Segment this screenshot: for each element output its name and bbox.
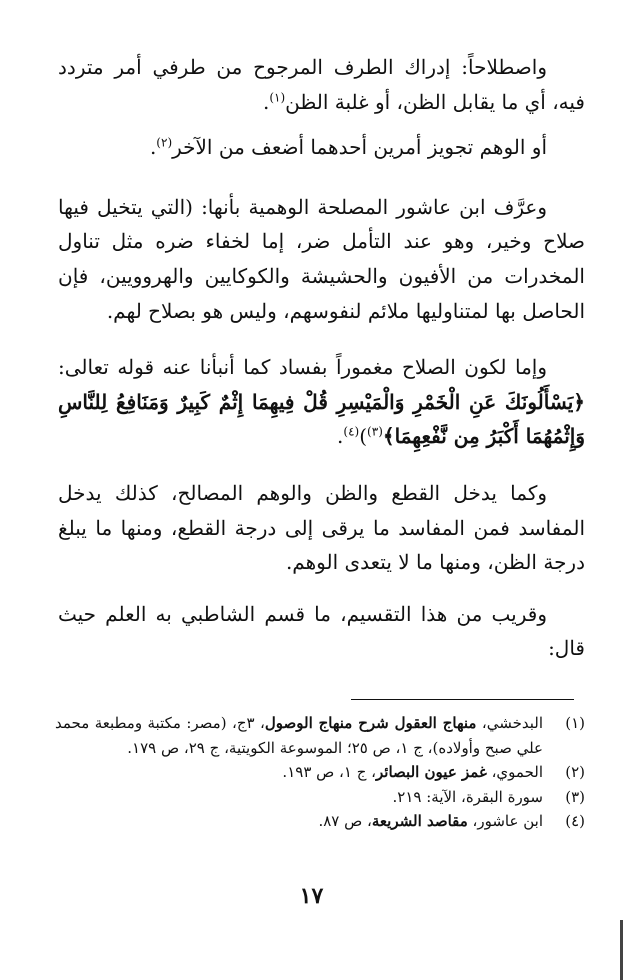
footnote-text: ابن عاشور، مقاصد الشريعة، ص ٨٧. [318,812,543,830]
footnote-3 [55,785,585,810]
footnotes [55,711,585,834]
paragraph-text: وإما لكون الصلاح مغموراً بفساد كما أنبأنا عنه قوله تعالى: [58,355,548,380]
footnote-number: (٣) [565,787,585,806]
quran-verse: ﴿يَسْأَلُونَكَ عَنِ الْخَمْرِ وَالْمَيْسِرِ قُلْ فِيهِمَا إِثْمٌ كَبِيرٌ وَمَنَافِعُ لِلنَّاسِ وَإِثْمُهُمَا أَكْبَرُ مِن نَّفْعِهِمَا﴾ [58,389,585,449]
footnote-number: (١) [565,714,585,732]
book-title: مقاصد الشريعة [371,812,468,830]
book-title: غمز عيون البصائر [376,763,487,781]
footnote-text: سورة البقرة، الآية: ٢١٩. [392,787,543,806]
paragraph-ibn-ashur: وعرَّف ابن عاشور المصلحة الوهمية بأنها: (التي يتخيل فيها صلاح وخير، وهو عند التأمل ضر، إما لخفاء ضره مثل تناول المخدرات من الأفيون والحشيشة والكوكايين والهروويين، فإن الحاصل بها لمتناوليها ملائم لنفوسهم، وليس هو بصلاح لهم. [58,194,585,323]
paragraph-text: واصطلاحاً: إدراك الطرف المرجوح من طرفي أمر متردد فيه، أي ما يقابل الظن، أو غلبة الظن [58,55,585,114]
footnote-text: الحموي، غمز عيون البصائر، ج ١، ص ١٩٣. [282,763,543,781]
footnote-2 [55,760,585,785]
footnote-ref: (٢) [156,135,173,150]
paragraph-shatibi: وقريب من هذا التقسيم، ما قسم الشاطبي به العلم حيث قال: [58,601,585,661]
closing-paren: ) [359,424,368,449]
footnote-text: البدخشي، منهاج العقول شرح منهاج الوصول، ٣ج، (مصر: مكتبة ومطبعة محمد علي صبح وأولاده)، ج ١، ص ٢٥؛ الموسوعة الكويتية، ج ٢٩، ص ١٧٩. [55,714,544,757]
footnote-number: (٢) [565,763,585,781]
footnote-ref: (٤) [343,424,360,439]
footnote-ref: (١) [269,89,286,104]
book-title: منهاج العقول شرح منهاج الوصول [264,714,477,732]
footnote-4 [55,809,585,834]
punctuation: . [149,135,157,160]
paragraph-wahm [58,130,585,165]
page-number: ١٧ [299,883,324,909]
footnote-separator [351,699,574,700]
paragraph-text: أو الوهم تجويز أمرين أحدهما أضعف من الآخر [172,135,547,160]
main-text [58,50,585,666]
paragraph-quran [58,350,585,454]
footnote-1 [55,711,585,760]
paragraph-mafasid: وكما يدخل القطع والظن والوهم المصالح، كذلك يدخل المفاسد فمن المفاسد ما يرقى إلى درجة القطع، ومنها ما يبلغ درجة الظن، ومنها ما لا يتعدى الوهم. [58,480,585,575]
footnote-ref: (٣) [367,424,383,439]
punctuation: . [262,89,270,114]
paragraph-definition [58,50,585,119]
footnote-number: (٤) [565,812,585,830]
punctuation: . [337,424,344,449]
